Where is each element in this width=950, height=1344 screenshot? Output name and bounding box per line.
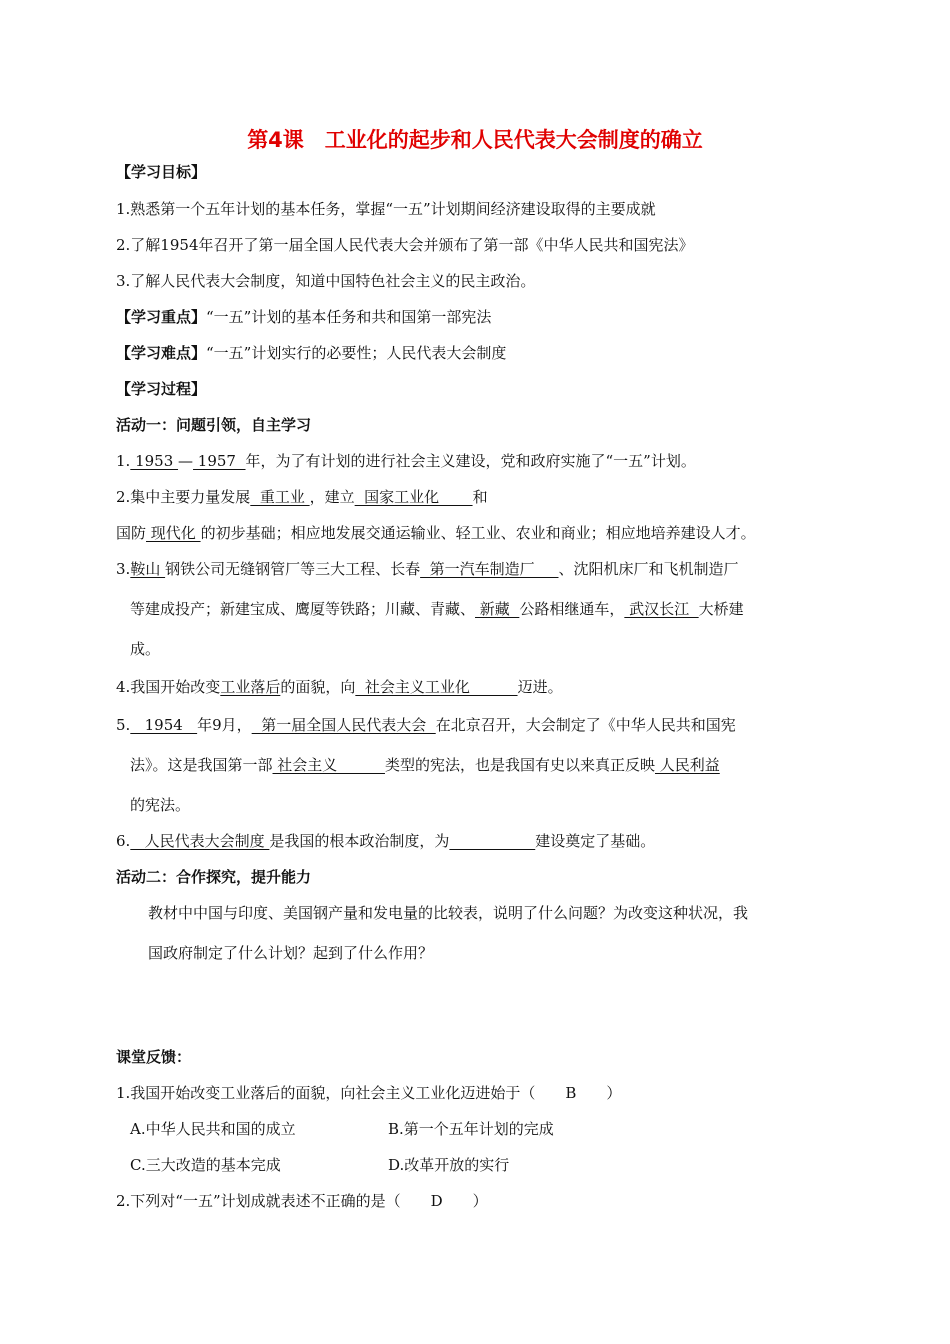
q1-answer-end: 1957	[193, 452, 246, 470]
q2-answer-1: 重工业	[250, 488, 310, 506]
difficulty-text: “一五”计划实行的必要性；人民代表大会制度	[206, 344, 507, 362]
q4-answer-1: 工业落后	[220, 678, 281, 696]
feedback-question-2: 2.下列对“一五”计划成就表述不正确的是（ D ）	[116, 1192, 488, 1210]
q4-text: 4.我国开始改变	[116, 678, 221, 696]
question-6	[116, 831, 655, 851]
question-1	[116, 451, 696, 471]
q3b-answer-1: 新藏	[475, 600, 520, 618]
focus-label: 【学习重点】	[116, 308, 207, 326]
q6-text-end: 建设奠定了基础。	[535, 832, 656, 850]
goal-item-3: 3.了解人民代表大会制度，知道中国特色社会主义的民主政治。	[116, 272, 536, 290]
q5b-text: 法》。这是我国第一部	[130, 756, 273, 774]
process-heading: 【学习过程】	[116, 380, 207, 398]
q4-text-mid: 的面貌，向	[280, 678, 356, 696]
q3b-text: 等建成投产；新建宝成、鹰厦等铁路；川藏、青藏、	[130, 600, 476, 618]
question-2-cont	[116, 523, 756, 543]
q5-text-end: 在北京召开，大会制定了《中华人民共和国宪	[435, 716, 736, 734]
q3-answer-1: 鞍山	[130, 560, 166, 578]
activity2-text-1: 教材中中国与印度、美国钢产量和发电量的比较表，说明了什么问题？为改变这种状况，我	[148, 904, 749, 922]
q1-answer-start: 1953	[130, 452, 179, 470]
activity2-text-2: 国政府制定了什么计划？起到了什么作用？	[148, 944, 434, 962]
difficulty-line	[116, 343, 506, 363]
q6-text: 6.	[116, 832, 131, 850]
focus-line	[116, 307, 491, 327]
goals-heading: 【学习目标】	[116, 163, 207, 181]
feedback-question-1: 1.我国开始改变工业落后的面貌，向社会主义工业化迈进始于（ B ）	[116, 1084, 622, 1102]
q3b-text-mid: 公路相继通车，	[519, 600, 625, 618]
question-3-cont	[130, 599, 744, 619]
feedback-heading: 课堂反馈：	[116, 1048, 192, 1066]
q5b-text-mid: 类型的宪法，也是我国有史以来真正反映	[384, 756, 655, 774]
q5-text-mid: 年9月，	[197, 716, 252, 734]
feedback-q1-option-c: C.三大改造的基本完成	[130, 1156, 281, 1174]
q2-text-end: 和	[472, 488, 488, 506]
q2-answer-2: 国家工业化	[354, 488, 473, 506]
question-5	[116, 715, 736, 735]
question-2	[116, 487, 488, 507]
activity1-heading: 活动一：问题引领，自主学习	[116, 416, 312, 434]
question-5-end: 的宪法。	[130, 796, 191, 814]
q5b-answer-1: 社会主义	[272, 756, 385, 774]
difficulty-label: 【学习难点】	[116, 344, 207, 362]
q3b-text-end: 大桥建	[698, 600, 744, 618]
q5-answer-1: 1954	[130, 716, 198, 734]
q4-answer-2: 社会主义工业化	[355, 678, 518, 696]
focus-text: “一五”计划的基本任务和共和国第一部宪法	[206, 308, 492, 326]
q1-text: 1.	[116, 452, 131, 470]
question-5-cont	[130, 755, 720, 775]
q3-text-mid: 钢铁公司无缝钢管厂等三大工程、长春	[165, 560, 421, 578]
question-4	[116, 677, 563, 697]
q6-answer-1: 人民代表大会制度	[130, 832, 270, 850]
q1-dash: —	[178, 452, 194, 470]
q2b-text: 国防	[116, 524, 147, 542]
q5-answer-2: 第一届全国人民代表大会	[251, 716, 436, 734]
question-3	[116, 559, 739, 579]
q5-text: 5.	[116, 716, 131, 734]
q3b-answer-2: 武汉长江	[624, 600, 699, 618]
q6-text-mid: 是我国的根本政治制度，为	[269, 832, 450, 850]
q4-text-end: 迈进。	[517, 678, 563, 696]
feedback-q1-option-b: B.第一个五年计划的完成	[388, 1120, 554, 1138]
q3-answer-2: 第一汽车制造厂	[420, 560, 559, 578]
q2-text-mid: ，建立	[309, 488, 355, 506]
q2-text: 2.集中主要力量发展	[116, 488, 251, 506]
q6-blank	[449, 832, 535, 850]
q2b-answer: 现代化	[146, 524, 201, 542]
question-3-end: 成。	[130, 640, 161, 658]
feedback-q1-option-a: A.中华人民共和国的成立	[130, 1120, 296, 1138]
q5b-answer-2: 人民利益	[654, 756, 720, 774]
goal-item-1: 1.熟悉第一个五年计划的基本任务，掌握“一五”计划期间经济建设取得的主要成就	[116, 200, 656, 218]
feedback-q1-option-d: D.改革开放的实行	[388, 1156, 510, 1174]
q1-text-end: 年，为了有计划的进行社会主义建设，党和政府实施了“一五”计划。	[245, 452, 696, 470]
q3-text: 3.	[116, 560, 131, 578]
activity2-heading: 活动二：合作探究，提升能力	[116, 868, 312, 886]
q3-text-end: 、沈阳机床厂和飞机制造厂	[558, 560, 739, 578]
q2b-text-end: 的初步基础；相应地发展交通运输业、轻工业、农业和商业；相应地培养建设人才。	[200, 524, 756, 542]
page-title: 第4课 工业化的起步和人民代表大会制度的确立	[247, 128, 703, 152]
goal-item-2: 2.了解1954年召开了第一届全国人民代表大会并颁布了第一部《中华人民共和国宪法》	[116, 236, 694, 254]
